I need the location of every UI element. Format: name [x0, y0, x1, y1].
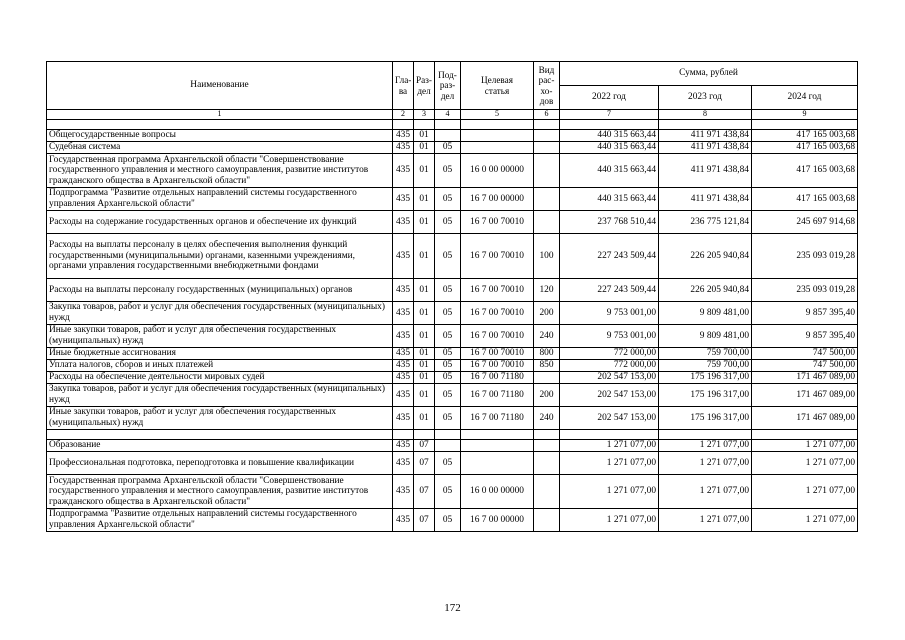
- empty-cell: [461, 430, 534, 440]
- spacer-row: [47, 120, 858, 130]
- row-name-cell: Образование: [47, 440, 393, 452]
- row-amount-2023-cell: 9 809 481,00: [659, 302, 752, 325]
- row-amount-2024-cell: 171 467 089,00: [752, 407, 858, 430]
- col-number: 1: [47, 110, 393, 120]
- row-amount-2022-cell: 202 547 153,00: [560, 407, 659, 430]
- row-vid-cell: 240: [534, 407, 560, 430]
- row-glava-cell: 435: [393, 130, 414, 142]
- row-tselevaya-cell: 16 7 00 71180: [461, 384, 534, 407]
- row-amount-2023-cell: 1 271 077,00: [659, 440, 752, 452]
- row-name-cell: Расходы на выплаты персоналу в целях обеспечения выполнения функций государственными (муниципальными) органами, казенными учреждениями, органами управления государственными внебюджетными фондами: [47, 234, 393, 279]
- header-tselevaya-statya: Целевая статья: [461, 62, 534, 110]
- row-amount-2022-cell: 237 768 510,44: [560, 211, 659, 234]
- row-razdel-cell: 01: [414, 360, 435, 372]
- row-glava-cell: 435: [393, 452, 414, 475]
- row-amount-2024-cell: 235 093 019,28: [752, 279, 858, 302]
- row-amount-2022-cell: 1 271 077,00: [560, 452, 659, 475]
- row-vid-cell: 100: [534, 234, 560, 279]
- row-glava-cell: 435: [393, 142, 414, 154]
- row-amount-2023-cell: 175 196 317,00: [659, 384, 752, 407]
- row-glava-cell: 435: [393, 234, 414, 279]
- row-vid-cell: [534, 130, 560, 142]
- row-amount-2024-cell: 9 857 395,40: [752, 302, 858, 325]
- table-row: [47, 188, 858, 211]
- row-amount-2022-cell: 202 547 153,00: [560, 384, 659, 407]
- row-glava-cell: 435: [393, 325, 414, 348]
- header-glava: Гла- ва: [393, 62, 414, 110]
- row-tselevaya-cell: 16 7 00 71180: [461, 372, 534, 384]
- table-row: [47, 384, 858, 407]
- row-amount-2022-cell: 440 315 663,44: [560, 188, 659, 211]
- row-podrazdel-cell: [435, 130, 461, 142]
- row-glava-cell: 435: [393, 509, 414, 532]
- row-name-cell: Подпрограмма "Развитие отдельных направлений системы государственного управления Архангельской области": [47, 509, 393, 532]
- row-name-cell: Иные закупки товаров, работ и услуг для обеспечения государственных (муниципальных) нужд: [47, 407, 393, 430]
- row-name-cell: Судебная система: [47, 142, 393, 154]
- table-header: [47, 62, 858, 120]
- row-vid-cell: [534, 372, 560, 384]
- row-amount-2024-cell: 171 467 089,00: [752, 372, 858, 384]
- row-tselevaya-cell: [461, 130, 534, 142]
- row-glava-cell: 435: [393, 302, 414, 325]
- row-podrazdel-cell: 05: [435, 475, 461, 509]
- header-year-2022: 2022 год: [560, 86, 659, 110]
- row-amount-2022-cell: 440 315 663,44: [560, 130, 659, 142]
- row-tselevaya-cell: [461, 142, 534, 154]
- row-razdel-cell: 01: [414, 384, 435, 407]
- row-podrazdel-cell: 05: [435, 154, 461, 188]
- table-row: [47, 154, 858, 188]
- row-tselevaya-cell: 16 0 00 00000: [461, 475, 534, 509]
- row-amount-2022-cell: 772 000,00: [560, 360, 659, 372]
- table-row: [47, 211, 858, 234]
- col-number: 4: [435, 110, 461, 120]
- row-podrazdel-cell: 05: [435, 325, 461, 348]
- row-glava-cell: 435: [393, 154, 414, 188]
- row-glava-cell: 435: [393, 360, 414, 372]
- col-number: 6: [534, 110, 560, 120]
- empty-cell: [414, 120, 435, 130]
- row-amount-2022-cell: 9 753 001,00: [560, 302, 659, 325]
- row-glava-cell: 435: [393, 279, 414, 302]
- header-summa: Сумма, рублей: [560, 62, 858, 86]
- row-razdel-cell: 01: [414, 211, 435, 234]
- table-row: [47, 279, 858, 302]
- row-amount-2023-cell: 1 271 077,00: [659, 509, 752, 532]
- row-amount-2023-cell: 1 271 077,00: [659, 475, 752, 509]
- row-razdel-cell: 01: [414, 154, 435, 188]
- row-amount-2022-cell: 1 271 077,00: [560, 509, 659, 532]
- row-glava-cell: 435: [393, 475, 414, 509]
- row-amount-2022-cell: 440 315 663,44: [560, 154, 659, 188]
- row-podrazdel-cell: 05: [435, 302, 461, 325]
- row-tselevaya-cell: [461, 440, 534, 452]
- row-glava-cell: 435: [393, 211, 414, 234]
- row-name-cell: Расходы на обеспечение деятельности мировых судей: [47, 372, 393, 384]
- row-podrazdel-cell: 05: [435, 360, 461, 372]
- row-vid-cell: [534, 211, 560, 234]
- row-amount-2022-cell: 772 000,00: [560, 348, 659, 360]
- row-tselevaya-cell: 16 7 00 70010: [461, 302, 534, 325]
- row-amount-2023-cell: 1 271 077,00: [659, 452, 752, 475]
- header-name: Наименование: [47, 62, 393, 110]
- row-vid-cell: 200: [534, 384, 560, 407]
- row-name-cell: Закупка товаров, работ и услуг для обеспечения государственных (муниципальных) нужд: [47, 384, 393, 407]
- row-amount-2022-cell: 1 271 077,00: [560, 475, 659, 509]
- row-vid-cell: [534, 154, 560, 188]
- row-podrazdel-cell: 05: [435, 279, 461, 302]
- row-razdel-cell: 01: [414, 325, 435, 348]
- row-tselevaya-cell: 16 0 00 00000: [461, 154, 534, 188]
- row-tselevaya-cell: 16 7 00 70010: [461, 211, 534, 234]
- row-name-cell: Государственная программа Архангельской области "Совершенствование государственного управления и местного самоуправления, развитие институтов гражданского общества в Архангельской области": [47, 475, 393, 509]
- header-podrazdel: Под- раз- дел: [435, 62, 461, 110]
- row-vid-cell: [534, 440, 560, 452]
- table-body: [47, 120, 858, 532]
- row-amount-2022-cell: 440 315 663,44: [560, 142, 659, 154]
- row-amount-2023-cell: 9 809 481,00: [659, 325, 752, 348]
- row-razdel-cell: 01: [414, 348, 435, 360]
- page-number: 172: [444, 602, 461, 614]
- row-glava-cell: 435: [393, 407, 414, 430]
- row-amount-2023-cell: 759 700,00: [659, 348, 752, 360]
- table-row: [47, 509, 858, 532]
- row-vid-cell: [534, 509, 560, 532]
- row-razdel-cell: 01: [414, 142, 435, 154]
- row-amount-2022-cell: 1 271 077,00: [560, 440, 659, 452]
- row-tselevaya-cell: 16 7 00 70010: [461, 360, 534, 372]
- table-row: [47, 234, 858, 279]
- row-amount-2023-cell: 411 971 438,84: [659, 142, 752, 154]
- row-tselevaya-cell: 16 7 00 00000: [461, 509, 534, 532]
- row-razdel-cell: 07: [414, 452, 435, 475]
- table-row: [47, 372, 858, 384]
- empty-cell: [461, 120, 534, 130]
- row-vid-cell: [534, 452, 560, 475]
- empty-cell: [752, 120, 858, 130]
- row-name-cell: Расходы на содержание государственных органов и обеспечение их функций: [47, 211, 393, 234]
- empty-cell: [393, 430, 414, 440]
- row-glava-cell: 435: [393, 384, 414, 407]
- empty-cell: [414, 430, 435, 440]
- row-glava-cell: 435: [393, 440, 414, 452]
- row-name-cell: Закупка товаров, работ и услуг для обеспечения государственных (муниципальных) нужд: [47, 302, 393, 325]
- row-amount-2023-cell: 236 775 121,84: [659, 211, 752, 234]
- row-amount-2024-cell: 1 271 077,00: [752, 440, 858, 452]
- row-podrazdel-cell: 05: [435, 384, 461, 407]
- row-name-cell: Расходы на выплаты персоналу государственных (муниципальных) органов: [47, 279, 393, 302]
- empty-cell: [47, 120, 393, 130]
- table-row: [47, 407, 858, 430]
- empty-cell: [393, 120, 414, 130]
- row-amount-2024-cell: 417 165 003,68: [752, 142, 858, 154]
- table-row: [47, 475, 858, 509]
- row-vid-cell: 240: [534, 325, 560, 348]
- row-name-cell: Уплата налогов, сборов и иных платежей: [47, 360, 393, 372]
- empty-cell: [560, 120, 659, 130]
- row-amount-2024-cell: 1 271 077,00: [752, 452, 858, 475]
- row-amount-2023-cell: 175 196 317,00: [659, 407, 752, 430]
- table-row: [47, 302, 858, 325]
- row-podrazdel-cell: 05: [435, 407, 461, 430]
- row-amount-2023-cell: 226 205 940,84: [659, 279, 752, 302]
- row-vid-cell: 850: [534, 360, 560, 372]
- table-row: [47, 130, 858, 142]
- row-podrazdel-cell: 05: [435, 234, 461, 279]
- row-amount-2022-cell: 227 243 509,44: [560, 234, 659, 279]
- col-number: 8: [659, 110, 752, 120]
- row-razdel-cell: 07: [414, 509, 435, 532]
- row-razdel-cell: 01: [414, 188, 435, 211]
- row-amount-2024-cell: 417 165 003,68: [752, 154, 858, 188]
- empty-cell: [534, 430, 560, 440]
- row-razdel-cell: 01: [414, 372, 435, 384]
- table-row: [47, 452, 858, 475]
- header-year-2024: 2024 год: [752, 86, 858, 110]
- row-amount-2023-cell: 411 971 438,84: [659, 188, 752, 211]
- empty-cell: [752, 430, 858, 440]
- row-amount-2024-cell: 9 857 395,40: [752, 325, 858, 348]
- row-razdel-cell: 07: [414, 475, 435, 509]
- row-tselevaya-cell: 16 7 00 70010: [461, 234, 534, 279]
- row-amount-2023-cell: 226 205 940,84: [659, 234, 752, 279]
- empty-cell: [435, 430, 461, 440]
- row-name-cell: Иные закупки товаров, работ и услуг для обеспечения государственных (муниципальных) нужд: [47, 325, 393, 348]
- col-number: 7: [560, 110, 659, 120]
- spacer-row: [47, 430, 858, 440]
- row-name-cell: Подпрограмма "Развитие отдельных направлений системы государственного управления Архангельской области": [47, 188, 393, 211]
- row-vid-cell: [534, 188, 560, 211]
- col-number: 5: [461, 110, 534, 120]
- table-row: [47, 360, 858, 372]
- row-podrazdel-cell: 05: [435, 188, 461, 211]
- row-vid-cell: [534, 142, 560, 154]
- row-tselevaya-cell: 16 7 00 70010: [461, 325, 534, 348]
- row-amount-2023-cell: 759 700,00: [659, 360, 752, 372]
- row-amount-2024-cell: 417 165 003,68: [752, 188, 858, 211]
- row-podrazdel-cell: 05: [435, 452, 461, 475]
- row-amount-2024-cell: 235 093 019,28: [752, 234, 858, 279]
- row-amount-2024-cell: 1 271 077,00: [752, 509, 858, 532]
- row-vid-cell: 120: [534, 279, 560, 302]
- row-podrazdel-cell: 05: [435, 211, 461, 234]
- row-tselevaya-cell: [461, 452, 534, 475]
- row-name-cell: Иные бюджетные ассигнования: [47, 348, 393, 360]
- row-podrazdel-cell: [435, 440, 461, 452]
- row-razdel-cell: 01: [414, 130, 435, 142]
- table-row: [47, 325, 858, 348]
- table-row: [47, 142, 858, 154]
- empty-cell: [534, 120, 560, 130]
- row-tselevaya-cell: 16 7 00 70010: [461, 348, 534, 360]
- row-razdel-cell: 01: [414, 407, 435, 430]
- row-glava-cell: 435: [393, 372, 414, 384]
- budget-table: [46, 61, 858, 532]
- row-vid-cell: 800: [534, 348, 560, 360]
- empty-cell: [435, 120, 461, 130]
- row-glava-cell: 435: [393, 188, 414, 211]
- header-year-2023: 2023 год: [659, 86, 752, 110]
- row-name-cell: Общегосударственные вопросы: [47, 130, 393, 142]
- row-amount-2023-cell: 411 971 438,84: [659, 154, 752, 188]
- row-vid-cell: [534, 475, 560, 509]
- row-amount-2024-cell: 245 697 914,68: [752, 211, 858, 234]
- row-amount-2024-cell: 747 500,00: [752, 360, 858, 372]
- header-razdel: Раз- дел: [414, 62, 435, 110]
- empty-cell: [659, 120, 752, 130]
- row-tselevaya-cell: 16 7 00 71180: [461, 407, 534, 430]
- empty-cell: [47, 430, 393, 440]
- row-amount-2023-cell: 175 196 317,00: [659, 372, 752, 384]
- row-amount-2024-cell: 171 467 089,00: [752, 384, 858, 407]
- row-podrazdel-cell: 05: [435, 142, 461, 154]
- row-razdel-cell: 07: [414, 440, 435, 452]
- row-amount-2022-cell: 227 243 509,44: [560, 279, 659, 302]
- row-vid-cell: 200: [534, 302, 560, 325]
- row-amount-2022-cell: 9 753 001,00: [560, 325, 659, 348]
- empty-cell: [560, 430, 659, 440]
- row-amount-2023-cell: 411 971 438,84: [659, 130, 752, 142]
- table-row: [47, 440, 858, 452]
- row-podrazdel-cell: 05: [435, 509, 461, 532]
- row-razdel-cell: 01: [414, 279, 435, 302]
- row-glava-cell: 435: [393, 348, 414, 360]
- empty-cell: [659, 430, 752, 440]
- row-razdel-cell: 01: [414, 302, 435, 325]
- table-row: [47, 348, 858, 360]
- row-razdel-cell: 01: [414, 234, 435, 279]
- row-name-cell: Государственная программа Архангельской области "Совершенствование государственного управления и местного самоуправления, развитие институтов гражданского общества в Архангельской области": [47, 154, 393, 188]
- row-tselevaya-cell: 16 7 00 70010: [461, 279, 534, 302]
- col-number: 2: [393, 110, 414, 120]
- row-amount-2024-cell: 747 500,00: [752, 348, 858, 360]
- row-amount-2024-cell: 1 271 077,00: [752, 475, 858, 509]
- col-number: 3: [414, 110, 435, 120]
- row-name-cell: Профессиональная подготовка, переподготовка и повышение квалификации: [47, 452, 393, 475]
- row-amount-2022-cell: 202 547 153,00: [560, 372, 659, 384]
- row-amount-2024-cell: 417 165 003,68: [752, 130, 858, 142]
- row-podrazdel-cell: 05: [435, 372, 461, 384]
- row-tselevaya-cell: 16 7 00 00000: [461, 188, 534, 211]
- row-podrazdel-cell: 05: [435, 348, 461, 360]
- col-number: 9: [752, 110, 858, 120]
- header-vid-raskhodov: Вид рас- хо- дов: [534, 62, 560, 110]
